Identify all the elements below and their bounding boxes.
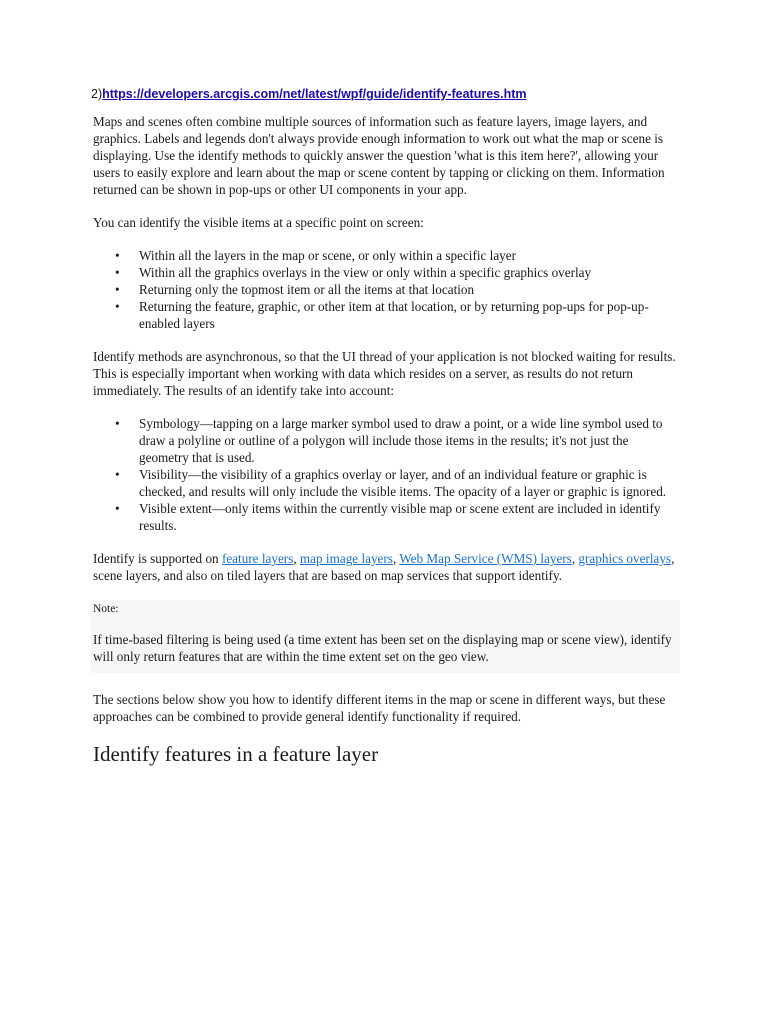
list-item: • Symbology—tapping on a large marker symbol used to draw a point, or a wide line symbol used to draw a polyline or outline of a polygon will include those items in the results; it's not just the geometry that is used.	[139, 415, 678, 466]
section-heading: Identify features in a feature layer	[93, 742, 379, 766]
feature-layers-link[interactable]: feature layers	[221, 551, 294, 566]
intro-paragraph: Maps and scenes often combine multiple sources of information such as feature layers, image layers, and graphics. Labels and legends don't always provide enough information to work out what the map or scene is displaying. Use the identify methods to quickly answer the question 'what is this item here?', allowing your users to easily explore and learn about the map or scene content by tapping or clicking on them. Information returned can be shown in pop-ups or other UI components in your app.	[93, 114, 665, 197]
graphics-overlays-link[interactable]: graphics overlays	[578, 551, 672, 566]
list-item: • Within all the graphics overlays in the view or only within a specific graphics overlay	[139, 264, 678, 281]
note-box	[91, 600, 680, 673]
supported-paragraph	[93, 550, 678, 584]
considerations-list	[93, 415, 678, 534]
source-url-link[interactable]: https://developers.arcgis.com/net/latest/wpf/guide/identify-features.htm	[102, 87, 527, 101]
supported-prefix: Identify is supported on	[93, 551, 222, 566]
source-number: 2)	[91, 87, 103, 101]
supported-suffix: , scene layers, and also on tiled layers that are based on map services that support identify.	[93, 551, 675, 583]
note-text: If time-based filtering is being used (a time extent has been set on the displaying map or scene view), identify will only return features that are within the time extent set on the geo view.	[93, 632, 672, 664]
list-item: • Visible extent—only items within the currently visible map or scene extent are included in identify results.	[139, 500, 678, 534]
document-page	[93, 86, 678, 767]
separator: ,	[293, 551, 300, 566]
separator: ,	[392, 551, 400, 566]
source-url-line	[91, 86, 678, 103]
visible-items-list	[93, 247, 678, 332]
note-label: Note:	[93, 603, 119, 615]
wms-layers-link[interactable]: Web Map Service (WMS) layers	[399, 551, 572, 566]
list-item: • Visibility—the visibility of a graphics overlay or layer, and of an individual feature or graphic is checked, and results will only include the visible items. The opacity of a layer or graphic is ignored.	[139, 466, 678, 500]
list-item: • Within all the layers in the map or scene, or only within a specific layer	[139, 247, 678, 264]
sections-paragraph: The sections below show you how to identify different items in the map or scene in different ways, but these approaches can be combined to provide general identify functionality if required.	[93, 692, 666, 724]
list-item: • Returning the feature, graphic, or other item at that location, or by returning pop-ups for pop-up-enabled layers	[139, 298, 678, 332]
separator: ,	[571, 551, 579, 566]
async-paragraph: Identify methods are asynchronous, so that the UI thread of your application is not blocked waiting for results. This is especially important when working with data which resides on a server, as results do not return immediately. The results of an identify take into account:	[93, 349, 676, 398]
map-image-layers-link[interactable]: map image layers	[299, 551, 393, 566]
list-item: • Returning only the topmost item or all the items at that location	[139, 281, 678, 298]
visible-items-intro: You can identify the visible items at a specific point on screen:	[93, 215, 424, 230]
